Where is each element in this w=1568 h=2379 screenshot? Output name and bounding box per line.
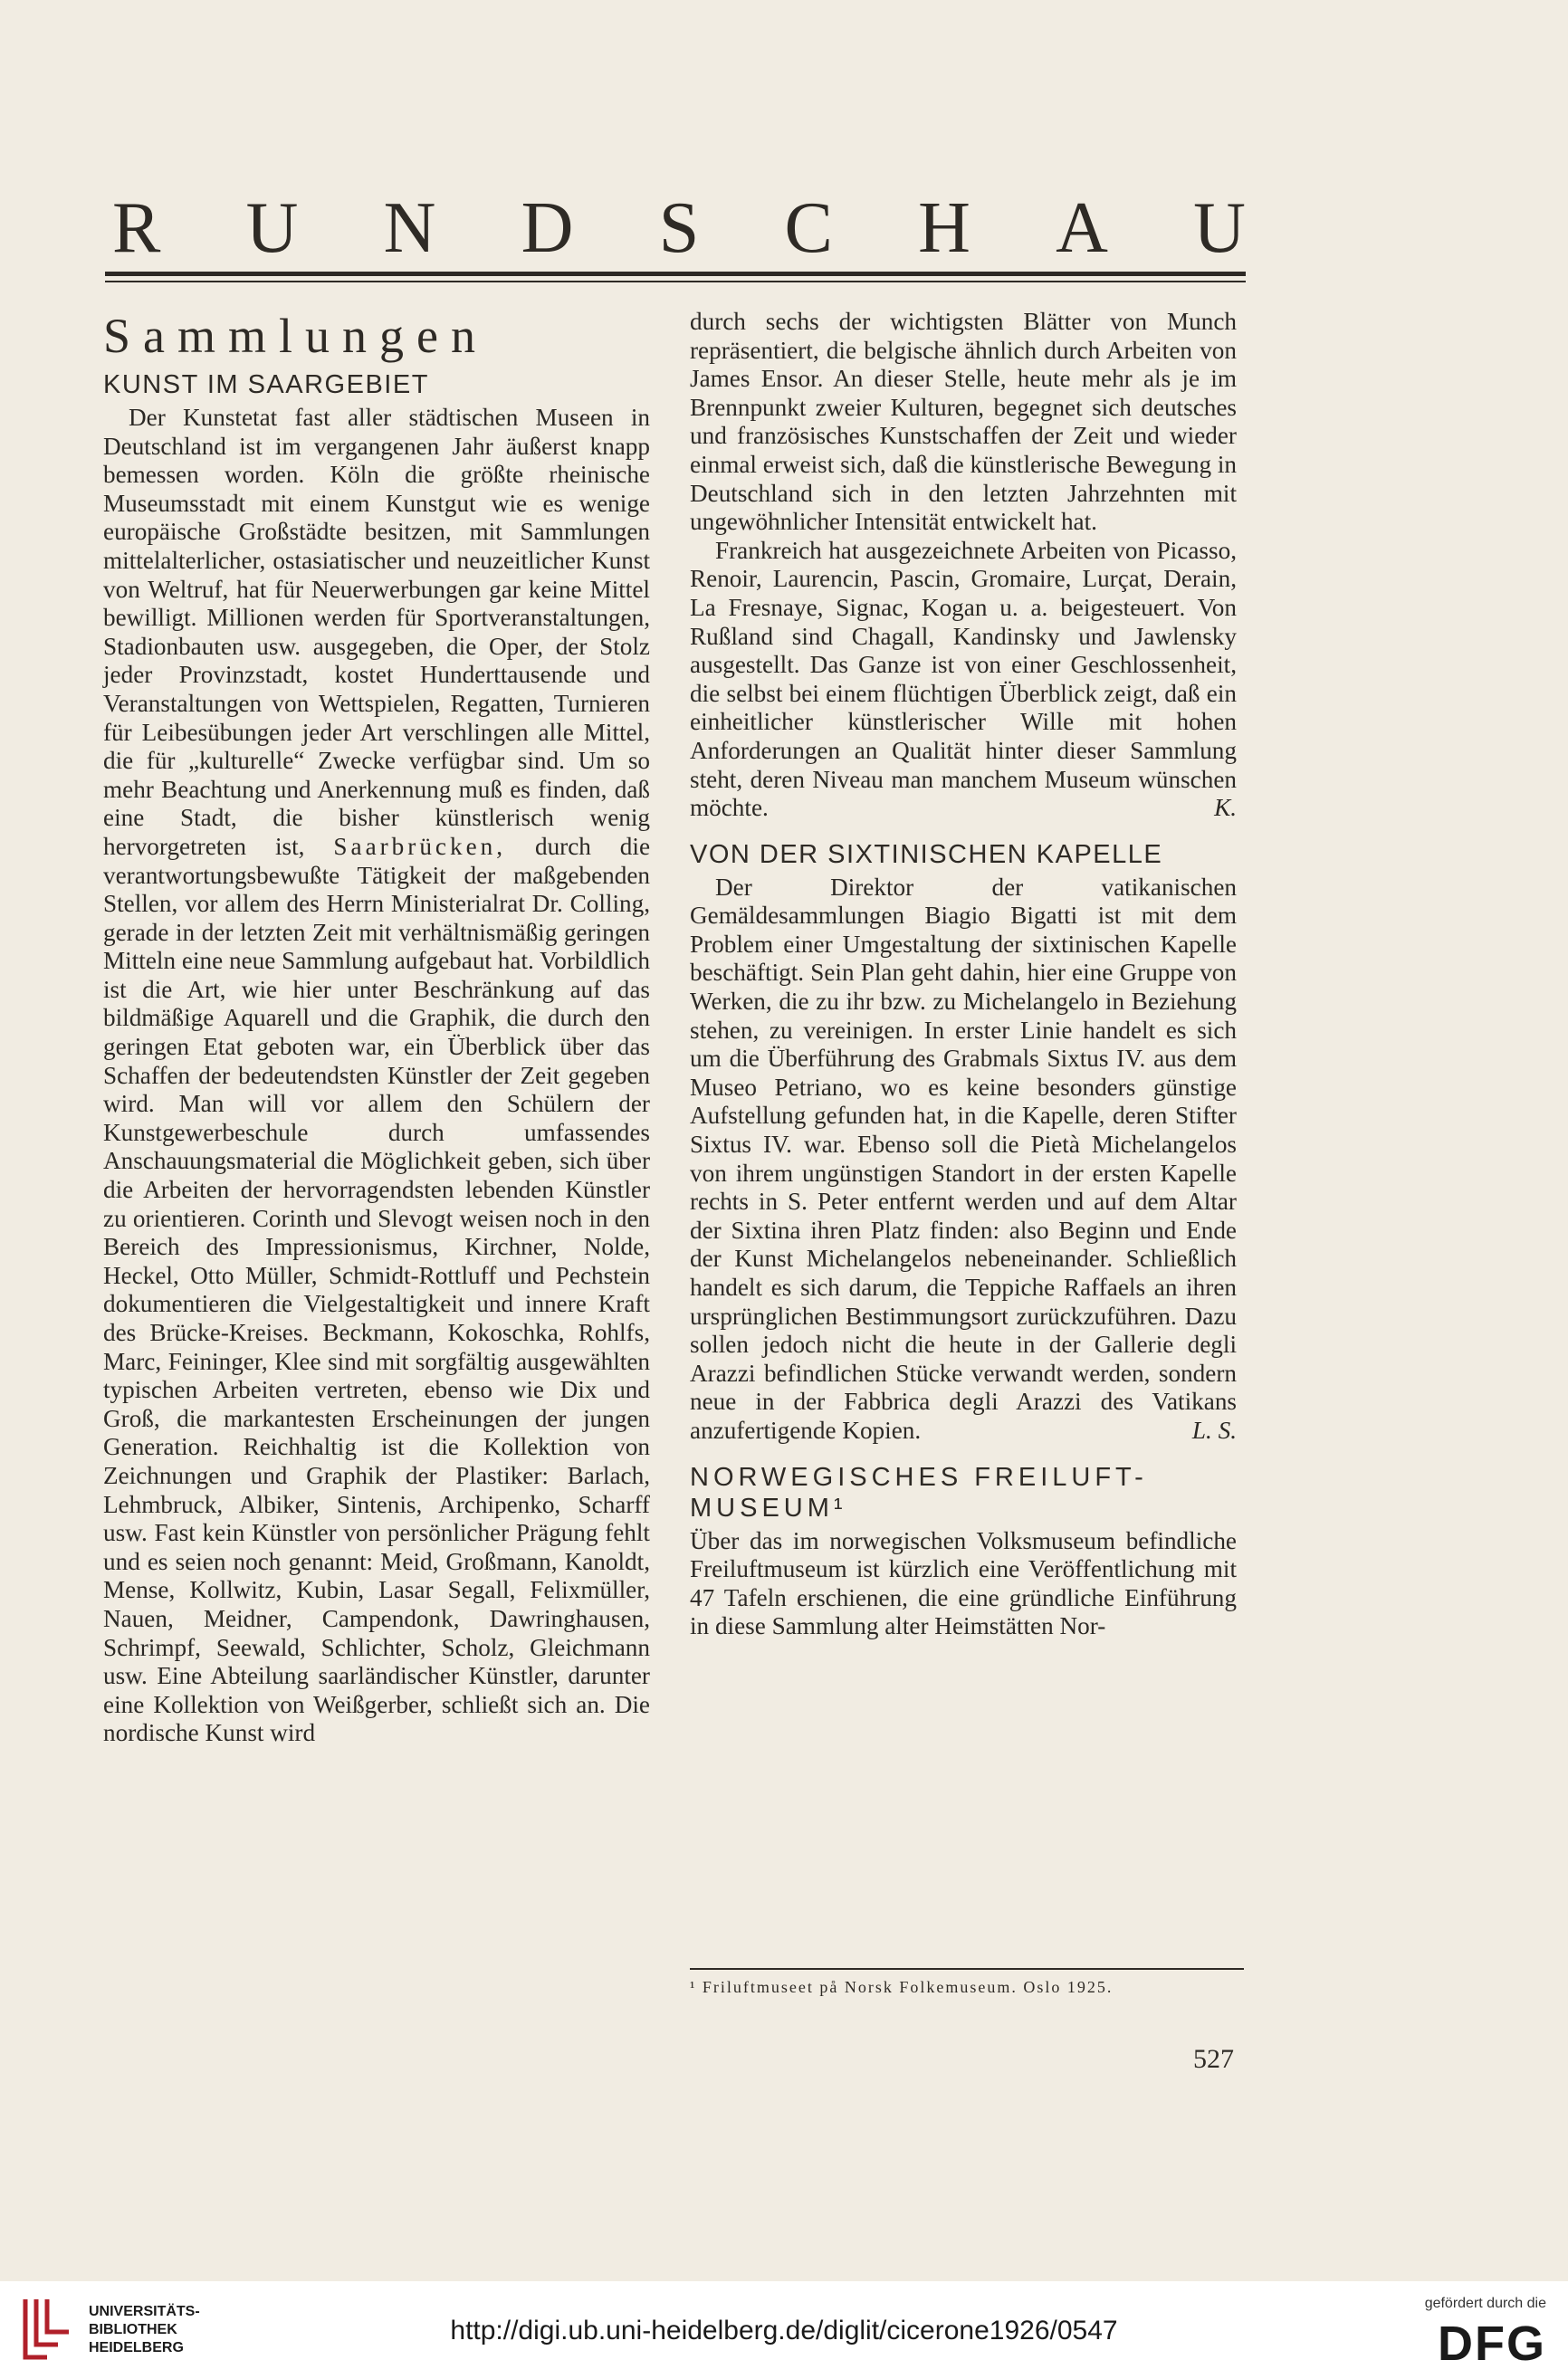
library-name-line: BIBLIOTHEK (89, 2322, 177, 2337)
masthead-title (112, 188, 1246, 268)
right-column (690, 308, 1237, 1641)
paragraph-text: Der Kunstetat fast aller städtischen Museen in Deutschland ist im vergangenen Jahr äußerst knapp bemessen worden. Köln die größte rheinische Museumsstadt mit einem Kunstgut wie es wenige europäische Großstädte besitzen, mit Sammlungen mittelalterlicher, ostasiatischer und neuzeitlicher Kunst von Weltruf, hat für Neuerwerbungen gar keine Mittel bewilligt. Millionen werden für Sportveranstaltungen, Stadionbauten usw. ausgegeben, die Oper, der Stolz jeder Provinzstadt, kostet Hunderttausende und Veranstaltungen von Wettspielen, Regatten, Turnieren für Leibesübungen jeder Art verschlingen alle Mittel, die für „kulturelle“ Zwecke verfügbar sind. Um so mehr Beachtung und Anerkennung muß es finden, daß eine Stadt, die bisher künstlerisch wenig hervorgetreten ist, (103, 404, 650, 860)
masthead-letter: R (112, 188, 161, 268)
article-paragraph: durch sechs der wichtigsten Blätter von Munch repräsentiert, die belgische ähnlich durch Arbeiten von James Ensor. An dieser Stelle, heute mehr als je im Brennpunkt zweier Kulturen, begegnet sich deutsches und französisches Kunstschaffen der Zeit und wieder einmal erweist sich, daß die künstlerische Bewegung in Deutschland sich in den letzten Jahrzehnten mit ungewöhnlicher Intensität entwickelt hat. (690, 308, 1238, 536)
masthead-rule-thin (105, 281, 1246, 282)
masthead-letter: U (245, 188, 299, 268)
article-heading: KUNST IM SAARGEBIET (103, 370, 429, 399)
permalink-url[interactable]: http://digi.ub.uni-heidelberg.de/diglit/cicerone1926/0547 (450, 2316, 1118, 2346)
masthead-rule-thick (105, 272, 1246, 276)
masthead-letter: U (1193, 188, 1246, 268)
article-paragraph: Über das im norwegischen Volksmuseum befindliche Freiluftmuseum ist kürzlich eine Veröffentlichung mit 47 Tafeln erschienen, die eine gründliche Einführung in diese Sammlung alter Heimstätten Nor- (690, 1526, 1237, 1640)
masthead-letter: D (521, 188, 574, 268)
library-name-line: HEIDELBERG (89, 2340, 184, 2355)
emphasized-city: Saarbrücken, (333, 832, 507, 860)
dfg-logo: DFG (1438, 2317, 1546, 2371)
article-paragraph (103, 404, 650, 1748)
article-paragraph (690, 874, 1237, 1446)
spacer (690, 823, 1237, 839)
paragraph-text: Frankreich hat ausgezeichnete Arbeiten von Picasso, Renoir, Laurencin, Pascin, Gromaire, Lurçat, Derain, La Fresnaye, Signac, Kogan u. a. beigesteuert. Von Rußland sind Chagall, Kandinsky und Jawlensky ausgestellt. Das Ganze ist von einer Geschlossenheit, die selbst bei einem flüchtigen Überblick zeigt, daß ein einheitlicher künstlerischer Wille mit hohen Anforderungen an Qualität hinter dieser Sammlung steht, deren Niveau man manchem Museum wünschen möchte. (690, 536, 1237, 822)
paragraph-text: Der Direktor der vatikanischen Gemäldesammlungen Biagio Bigatti ist mit dem Problem einer Umgestaltung der sixtinischen Kapelle beschäftigt. Sein Plan geht dahin, hier eine Gruppe von Werken, die zu ihr bzw. zu Michelangelo in Beziehung stehen, zu vereinigen. In erster Linie handelt es sich um die Überführung des Grabmals Sixtus IV. aus dem Museo Petriano, wo es keine besonders günstige Aufstellung gefunden hat, in die Kapelle, deren Stifter Sixtus IV. war. Ebenso soll die Pietà Michelangelos von ihrem ungünstigen Standort in der ersten Kapelle rechts in S. Peter entfernt werden und auf dem Altar der Sixtina ihren Platz finden: also Beginn und Ende der Kunst Michelangelos nebeneinander. Schließlich handelt es sich darum, die Teppiche Raffaels an ihren ursprünglichen Bestimmungsort zurückzuführen. Dazu sollen jedoch nicht die heute in der Gallerie degli Arazzi befindlichen Stücke verwandt werden, sondern neue in der Fabbrica degli Arazzi des Vatikans anzufertigende Kopien. (690, 873, 1237, 1444)
section-title: Sammlungen (103, 309, 488, 363)
spacer (690, 1446, 1237, 1462)
paragraph-text: durch die verantwortungsbewußte Tätigkeit der maßgebenden Stellen, vor allem des Herrn Ministerialrat Dr. Colling, gerade in der letzten Zeit mit verhältnismäßig geringen Mitteln eine neue Sammlung aufgebaut hat. Vorbildlich ist die Art, wie hier unter Beschränkung auf das bildmäßige Aquarell und die Graphik, die durch den geringen Etat geboten war, ein Überblick über das Schaffen der bedeutendsten Künstler der Zeit gegeben wird. Man will vor allem den Schülern der Kunstgewerbeschule durch umfassendes Anschauungsmaterial die Möglichkeit geben, sich über die Arbeiten der hervorragendsten lebenden Künstler zu orientieren. Corinth und Slevogt weisen noch in den Bereich des Impressionismus, Kirchner, Nolde, Heckel, Otto Müller, Schmidt-Rottluff und Pechstein dokumentieren die Vielgestaltigkeit und innere Kraft des Brücke-Kreises. Beckmann, Kokoschka, Rohlfs, Marc, Feininger, Klee sind mit sorgfältig ausgewählten typischen Arbeiten vertreten, ebenso wie Dix und Groß, die markantesten Erscheinungen der jungen Generation. Reichhaltig ist die Kollektion von Zeichnungen und Graphik der Plastiker: Barlach, Lehmbruck, Albiker, Sintenis, Archipenko, Scharff usw. Fast kein Künstler von persönlicher Prägung fehlt und es seien noch genannt: Meid, Großmann, Kanoldt, Mense, Kollwitz, Kubin, Lasar Segall, Felixmüller, Nauen, Meidner, Campendonk, Dawringhausen, Schrimpf, Seewald, Schlichter, Scholz, Gleichmann usw. Eine Abteilung saarländischer Künstler, darunter eine Kollektion von Weißgerber, schließt sich an. Die nordische Kunst wird (103, 832, 651, 1747)
article-paragraph (690, 537, 1237, 823)
masthead-letter: C (784, 188, 833, 268)
left-column (103, 308, 650, 1748)
article-heading: VON DER SIXTINISCHEN KAPELLE (690, 839, 1163, 869)
masthead-letter: N (383, 188, 436, 268)
author-signature: L. S. (1191, 1416, 1237, 1444)
funding-label: gefördert durch die (1424, 2296, 1546, 2311)
page-number: 527 (1193, 2044, 1234, 2074)
masthead-letter: H (918, 188, 970, 268)
article-heading: NORWEGISCHES FREILUFT-MUSEUM¹ (690, 1462, 1148, 1523)
author-signature: K. (1214, 794, 1237, 822)
masthead-letter: S (658, 188, 700, 268)
masthead-letter: A (1056, 188, 1108, 268)
footer-bar (0, 2281, 1568, 2379)
library-name-line: UNIVERSITÄTS- (89, 2304, 200, 2319)
footnote: ¹ Friluftmuseet på Norsk Folkemuseum. Oslo 1925. (690, 1978, 1114, 1996)
footnote-rule (690, 1968, 1244, 1970)
